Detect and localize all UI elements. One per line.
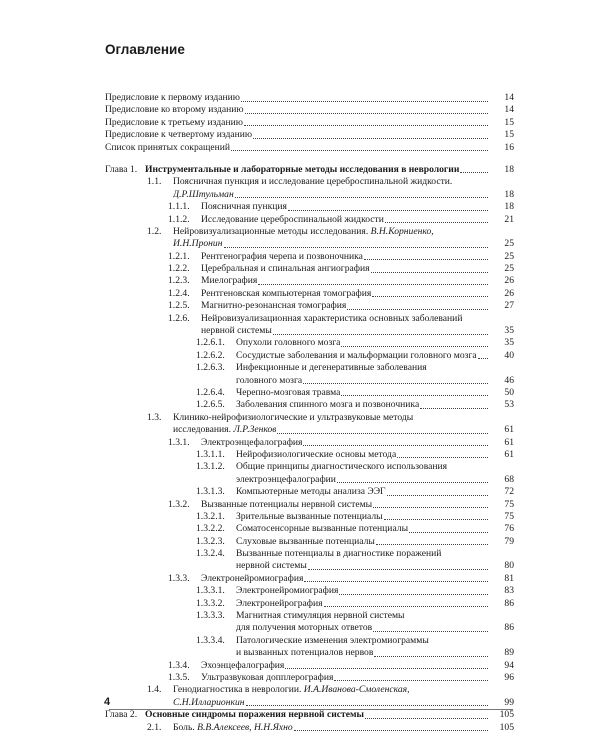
chapter-label: Глава 2. xyxy=(105,709,138,721)
entry-title xyxy=(201,325,490,337)
toc-row[interactable] xyxy=(105,536,514,548)
entry-label: Опухоли головного мозга xyxy=(236,337,341,349)
entry-title xyxy=(236,474,490,486)
entry-author: Д.Р.Штульман xyxy=(173,188,234,200)
dot-leader xyxy=(337,474,488,484)
entry-title xyxy=(236,560,490,572)
toc-row[interactable] xyxy=(105,424,514,436)
page-number-ref: 68 xyxy=(504,473,514,485)
toc-row[interactable] xyxy=(105,325,514,337)
entry-label: Электронейромиография xyxy=(201,572,304,584)
section-number: 1.3.3.4. xyxy=(196,634,225,646)
section-number: 1.2.5. xyxy=(168,300,190,312)
entry-label: исследования. xyxy=(173,424,231,436)
dot-leader xyxy=(277,424,488,434)
toc-row[interactable] xyxy=(105,350,514,362)
entry-title xyxy=(105,142,490,154)
toc-row[interactable] xyxy=(105,117,514,129)
section-number: 1.3.2.1. xyxy=(196,510,225,522)
toc-chapter-row[interactable] xyxy=(105,164,514,176)
entry-label: Магнитная стимуляция нервной системы xyxy=(236,610,405,622)
page-number-ref: 15 xyxy=(504,116,514,128)
chapter-label: Глава 1. xyxy=(105,163,138,175)
entry-label: Основные синдромы поражения нервной системы xyxy=(145,709,364,721)
dot-leader xyxy=(384,511,488,521)
section-number: 1.2.6.5. xyxy=(196,399,225,411)
entry-title xyxy=(236,523,490,535)
section-number: 1.4. xyxy=(147,684,162,696)
toc-chapter-row[interactable] xyxy=(105,709,514,721)
toc-row[interactable] xyxy=(105,660,514,672)
toc-row[interactable] xyxy=(105,92,514,104)
dot-leader xyxy=(324,598,488,608)
dot-leader xyxy=(460,164,488,174)
section-number: 1.3.1.1. xyxy=(196,448,225,460)
entry-label: нервной системы xyxy=(236,560,307,572)
page-number-ref: 14 xyxy=(504,104,514,116)
table-of-contents xyxy=(105,92,514,734)
page-number-ref: 86 xyxy=(504,622,514,634)
entry-title xyxy=(173,412,490,424)
entry-title xyxy=(236,337,490,349)
dot-leader xyxy=(285,660,488,670)
section-number: 1.2.3. xyxy=(168,275,190,287)
entry-label: Поясничная пункция и исследование цереброспинальной жидкости. xyxy=(173,176,453,188)
page-number-ref: 61 xyxy=(504,424,514,436)
section-number: 1.1.2. xyxy=(168,213,190,225)
page-number-ref: 79 xyxy=(504,535,514,547)
entry-label: Рентгенография черепа и позвоночника xyxy=(201,250,363,262)
page-number-ref: 89 xyxy=(504,647,514,659)
entry-label: Предисловие к первому изданию xyxy=(105,92,240,103)
entry-title xyxy=(236,375,490,387)
dot-leader xyxy=(253,129,488,139)
entry-label: головного мозга xyxy=(236,374,303,386)
entry-label: Нейрофизиологические основы метода xyxy=(236,448,397,460)
entry-title xyxy=(201,214,490,226)
entry-title xyxy=(236,598,490,610)
page-number-ref: 18 xyxy=(504,201,514,213)
toc-row[interactable] xyxy=(105,499,514,511)
dot-leader xyxy=(339,585,488,595)
dot-leader xyxy=(420,399,488,409)
section-number: 1.3.3.2. xyxy=(196,597,225,609)
section-number: 1.2.2. xyxy=(168,263,190,275)
entry-author: И.Н.Пронин xyxy=(173,238,223,250)
dot-leader xyxy=(334,672,488,682)
dot-leader xyxy=(294,722,488,732)
toc-row[interactable] xyxy=(105,647,514,659)
section-number: 1.2.6.3. xyxy=(196,362,225,374)
toc-row[interactable] xyxy=(105,238,514,250)
entry-title xyxy=(173,238,490,250)
section-number: 1.3.4. xyxy=(168,659,190,671)
section-number: 1.2.6.1. xyxy=(196,337,225,349)
dot-leader xyxy=(397,449,488,459)
section-number: 1.2.6.2. xyxy=(196,349,225,361)
entry-label: Электронейрография xyxy=(236,597,323,609)
entry-label: Исследование цереброспинальной жидкости xyxy=(201,213,384,225)
page-number-ref: 40 xyxy=(504,349,514,361)
page-number-ref: 81 xyxy=(504,572,514,584)
toc-row[interactable] xyxy=(105,104,514,116)
toc-row[interactable] xyxy=(105,412,514,424)
entry-label: нервной системы xyxy=(201,325,272,337)
entry-label: и вызванных потенциалов нервов xyxy=(236,647,374,659)
entry-title xyxy=(201,275,490,287)
entry-label: Предисловие к третьему изданию xyxy=(105,116,243,128)
toc-row[interactable] xyxy=(105,189,514,201)
section-number: 1.2.4. xyxy=(168,287,190,299)
entry-title xyxy=(236,635,490,647)
section-number: 1.3.1.2. xyxy=(196,461,225,473)
entry-label: Соматосенсорные вызванные потенциалы xyxy=(236,523,409,535)
page-number-ref: 94 xyxy=(504,659,514,671)
entry-title xyxy=(201,437,490,449)
entry-title xyxy=(236,461,490,473)
toc-row[interactable] xyxy=(105,288,514,300)
dot-leader xyxy=(244,117,488,127)
page-number-ref: 75 xyxy=(504,498,514,510)
toc-row[interactable] xyxy=(105,449,514,461)
page-number-ref: 16 xyxy=(504,141,514,153)
toc-row[interactable] xyxy=(105,375,514,387)
toc-row[interactable] xyxy=(105,573,514,585)
entry-title xyxy=(173,226,490,238)
entry-label: Эхоэнцефалография xyxy=(201,659,285,671)
entry-label: Черепно-мозговая травма xyxy=(236,386,341,398)
dot-leader xyxy=(376,536,488,546)
entry-title xyxy=(173,176,490,188)
entry-title xyxy=(201,288,490,300)
entry-label: Список принятых сокращений xyxy=(105,141,231,153)
entry-label: Слуховые вызванные потенциалы xyxy=(236,535,375,547)
entry-title xyxy=(173,684,490,696)
entry-author: Л.Р.Зенков xyxy=(231,424,277,436)
section-number: 1.1.1. xyxy=(168,201,190,213)
toc-row[interactable] xyxy=(105,560,514,572)
toc-row[interactable] xyxy=(105,142,514,154)
entry-title xyxy=(236,449,490,461)
entry-label: Нейровизуализационные методы исследования. xyxy=(173,225,369,237)
entry-label: Ультразвуковая допплерография xyxy=(201,671,334,683)
toc-row[interactable] xyxy=(105,226,514,238)
dot-leader xyxy=(231,142,488,152)
section-number: 1.3.2.2. xyxy=(196,523,225,535)
toc-row[interactable] xyxy=(105,251,514,263)
dot-leader xyxy=(245,104,488,114)
dot-leader xyxy=(364,251,488,261)
entry-title xyxy=(236,486,490,498)
dot-leader xyxy=(303,375,488,385)
section-number: 1.2.6.4. xyxy=(196,386,225,398)
entry-label: Электроэнцефалография xyxy=(201,436,303,448)
entry-label: для получения моторных ответов xyxy=(236,622,373,634)
entry-label: Рентгеновская компьютерная томография xyxy=(201,287,372,299)
page-title: Оглавление xyxy=(105,42,185,57)
toc-row[interactable] xyxy=(105,598,514,610)
page-number-ref: 14 xyxy=(504,92,514,103)
entry-label: Боль. xyxy=(173,721,195,733)
dot-leader xyxy=(347,300,488,310)
page-number-ref: 26 xyxy=(504,287,514,299)
entry-title xyxy=(236,387,490,399)
entry-title xyxy=(105,117,490,129)
page-number-ref: 25 xyxy=(504,250,514,262)
toc-row[interactable] xyxy=(105,722,514,734)
toc-spacer xyxy=(105,154,514,164)
dot-leader xyxy=(365,709,488,719)
entry-label: Электронейромиография xyxy=(236,585,339,597)
page-number-ref: 18 xyxy=(504,163,514,175)
entry-title xyxy=(236,585,490,597)
entry-title xyxy=(201,313,490,325)
entry-title xyxy=(105,104,490,116)
section-number: 2.1. xyxy=(147,721,162,733)
section-number: 1.3.1. xyxy=(168,436,190,448)
dot-leader xyxy=(303,437,488,447)
entry-title xyxy=(236,610,490,622)
page-number-ref: 15 xyxy=(504,129,514,141)
section-number: 1.3.5. xyxy=(168,671,190,683)
dot-leader xyxy=(409,523,488,533)
toc-row[interactable] xyxy=(105,275,514,287)
entry-title xyxy=(201,263,490,275)
dot-leader xyxy=(373,499,488,509)
section-number: 1.3.3.3. xyxy=(196,610,225,622)
entry-title xyxy=(201,300,490,312)
entry-author: В.Н.Корниенко, xyxy=(368,225,434,237)
entry-label: Сосудистые заболевания и мальформации головного мозга xyxy=(236,349,477,361)
toc-row[interactable] xyxy=(105,362,514,374)
entry-label: Предисловие ко второму изданию xyxy=(105,104,244,116)
page-number-ref: 105 xyxy=(499,721,514,733)
dot-leader xyxy=(373,622,488,632)
entry-label: электроэнцефалографии xyxy=(236,473,336,485)
section-number: 1.3. xyxy=(147,411,162,423)
page-number-ref: 86 xyxy=(504,597,514,609)
section-number: 1.2.6. xyxy=(168,312,190,324)
entry-label: Вызванные потенциалы нервной системы xyxy=(201,498,373,510)
entry-label: Миелография xyxy=(201,275,258,287)
entry-author: В.В.Алексеев, Н.Н.Яхно xyxy=(194,721,293,733)
entry-title xyxy=(201,672,490,684)
entry-title xyxy=(236,536,490,548)
page-number-ref: 21 xyxy=(504,213,514,225)
toc-row[interactable] xyxy=(105,585,514,597)
toc-row[interactable] xyxy=(105,511,514,523)
dot-leader xyxy=(385,214,488,224)
toc-row[interactable] xyxy=(105,461,514,473)
entry-label: Церебральная и спинальная ангиография xyxy=(201,263,370,275)
dot-leader xyxy=(341,337,488,347)
section-number: 1.1. xyxy=(147,176,162,188)
page-number-ref: 76 xyxy=(504,523,514,535)
dot-leader xyxy=(224,238,489,248)
page-number-ref: 80 xyxy=(504,560,514,572)
entry-title xyxy=(201,573,490,585)
entry-label: Поясничная пункция xyxy=(201,201,287,213)
entry-title xyxy=(105,92,490,104)
entry-title xyxy=(201,201,490,213)
dot-leader xyxy=(371,263,488,273)
dot-leader xyxy=(387,486,488,496)
page-number-ref: 50 xyxy=(504,386,514,398)
page-number-ref: 53 xyxy=(504,399,514,411)
page-number-ref: 96 xyxy=(504,671,514,683)
toc-row[interactable] xyxy=(105,263,514,275)
toc-row[interactable] xyxy=(105,635,514,647)
section-number: 1.3.1.3. xyxy=(196,486,225,498)
page-number-ref: 27 xyxy=(504,300,514,312)
entry-title xyxy=(236,350,490,362)
entry-title xyxy=(201,251,490,263)
entry-title xyxy=(105,129,490,141)
entry-title xyxy=(173,697,490,709)
dot-leader xyxy=(478,350,488,360)
entry-title xyxy=(173,722,490,734)
dot-leader xyxy=(304,573,488,583)
section-number: 1.2. xyxy=(147,225,162,237)
dot-leader xyxy=(241,92,488,102)
toc-row[interactable] xyxy=(105,684,514,696)
entry-label: Генодиагностика в неврологии. xyxy=(173,684,302,696)
entry-label: Инструментальные и лабораторные методы исследования в неврологии xyxy=(145,163,460,175)
entry-title xyxy=(173,189,490,201)
entry-label: Зрительные вызванные потенциалы xyxy=(236,510,383,522)
entry-title xyxy=(236,622,490,634)
toc-row[interactable] xyxy=(105,523,514,535)
toc-row[interactable] xyxy=(105,548,514,560)
toc-row[interactable] xyxy=(105,387,514,399)
section-number: 1.3.2. xyxy=(168,498,190,510)
entry-author: И.А.Иванова-Смоленская, xyxy=(301,684,410,696)
toc-row[interactable] xyxy=(105,437,514,449)
toc-row[interactable] xyxy=(105,622,514,634)
entry-title xyxy=(145,164,490,176)
page-number-ref: 75 xyxy=(504,510,514,522)
page-number-ref: 72 xyxy=(504,486,514,498)
toc-row[interactable] xyxy=(105,672,514,684)
entry-label: Патологические изменения электромиограммы xyxy=(236,634,429,646)
toc-row[interactable] xyxy=(105,201,514,213)
toc-row[interactable] xyxy=(105,486,514,498)
toc-row[interactable] xyxy=(105,313,514,325)
entry-label: Нейровизуализационная характеристика основных заболеваний xyxy=(201,312,463,324)
section-number: 1.2.1. xyxy=(168,250,190,262)
entry-title xyxy=(236,399,490,411)
entry-title xyxy=(236,548,490,560)
toc-row[interactable] xyxy=(105,610,514,622)
entry-title xyxy=(236,647,490,659)
section-number: 1.3.3. xyxy=(168,572,190,584)
page-number-ref: 18 xyxy=(504,188,514,200)
toc-row[interactable] xyxy=(105,474,514,486)
entry-label: Предисловие к четвертому изданию xyxy=(105,129,253,141)
toc-row[interactable] xyxy=(105,337,514,349)
dot-leader xyxy=(308,560,488,570)
page-number-ref: 35 xyxy=(504,337,514,349)
entry-title xyxy=(201,499,490,511)
entry-label: Заболевания спинного мозга и позвоночника xyxy=(236,399,420,411)
entry-label: Клинико-нейрофизиологические и ультразвуковые методы xyxy=(173,411,414,423)
page-number-ref: 35 xyxy=(504,325,514,337)
entry-title xyxy=(236,511,490,523)
entry-label: Общие принципы диагностического использования xyxy=(236,461,448,473)
toc-row[interactable] xyxy=(105,176,514,188)
entry-title xyxy=(236,362,490,374)
dot-leader xyxy=(235,189,488,199)
entry-title xyxy=(201,660,490,672)
entry-author: С.Н.Илларионкин xyxy=(173,696,245,708)
page-number: 4 xyxy=(104,696,111,708)
toc-row[interactable] xyxy=(105,697,514,709)
dot-leader xyxy=(246,697,488,707)
section-number: 1.3.2.3. xyxy=(196,535,225,547)
page-number-ref: 83 xyxy=(504,585,514,597)
page-number-ref: 99 xyxy=(504,696,514,708)
entry-label: Вызванные потенциалы в диагностике поражений xyxy=(236,548,442,560)
page-number-ref: 46 xyxy=(504,374,514,386)
section-number: 1.3.3.1. xyxy=(196,585,225,597)
entry-label: Магнитно-резонансная томография xyxy=(201,300,347,312)
section-number: 1.3.2.4. xyxy=(196,548,225,560)
dot-leader xyxy=(374,647,488,657)
toc-row[interactable] xyxy=(105,129,514,141)
page-number-ref: 61 xyxy=(504,436,514,448)
dot-leader xyxy=(288,201,488,211)
page-number-ref: 26 xyxy=(504,275,514,287)
dot-leader xyxy=(273,325,488,335)
page-number-ref: 25 xyxy=(504,263,514,275)
page-number-ref: 61 xyxy=(504,448,514,460)
toc-row[interactable] xyxy=(105,399,514,411)
dot-leader xyxy=(372,288,488,298)
toc-row[interactable] xyxy=(105,214,514,226)
entry-title xyxy=(173,424,490,436)
dot-leader xyxy=(258,275,488,285)
toc-row[interactable] xyxy=(105,300,514,312)
page-number-ref: 25 xyxy=(504,238,514,250)
dot-leader xyxy=(341,387,488,397)
entry-title xyxy=(145,709,490,721)
entry-label: Компьютерные методы анализа ЭЭГ xyxy=(236,486,386,498)
page-number-ref: 105 xyxy=(499,709,514,721)
entry-label: Инфекционные и дегенеративные заболевания xyxy=(236,362,427,374)
